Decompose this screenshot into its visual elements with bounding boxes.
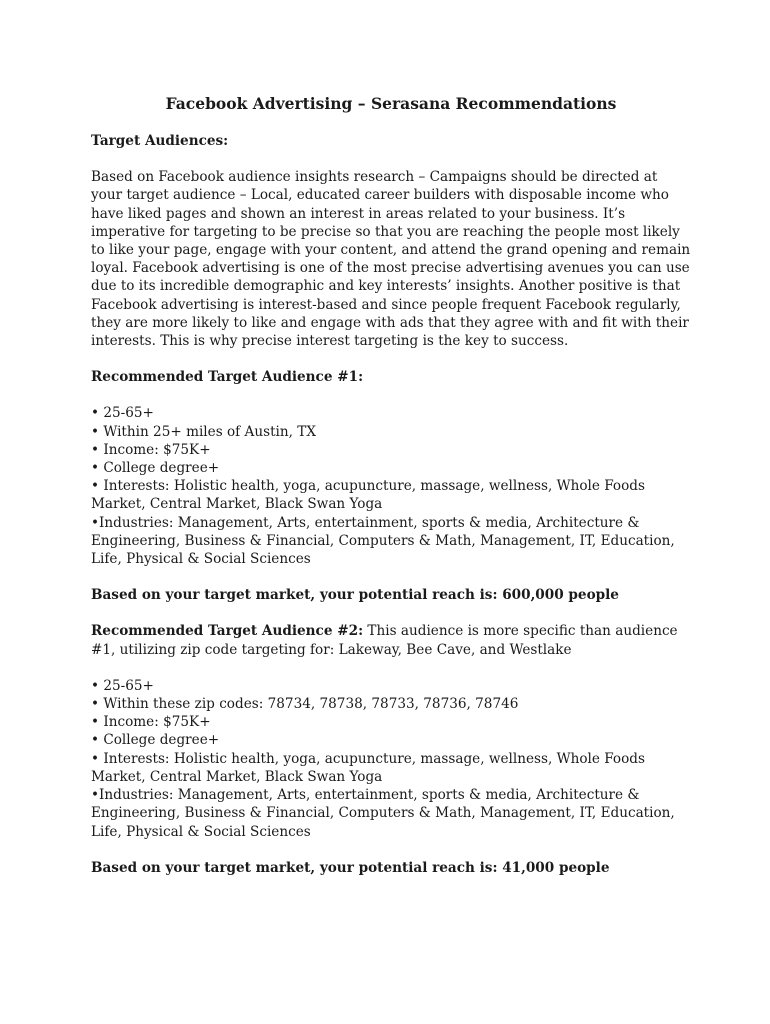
audience2-reach: Based on your target market, your potential reach is: 41,000 people (91, 859, 610, 876)
audience1-list (91, 404, 691, 568)
audience2-list (91, 677, 691, 841)
audience2-heading: Recommended Target Audience #2: (91, 623, 364, 640)
document-title: Facebook Advertising – Serasana Recommendations (165, 94, 617, 113)
list-item: • Interests: Holistic health, yoga, acupuncture, massage, wellness, Whole Foods Market, Central Market, Black Swan Yoga (91, 478, 645, 513)
audience2-intro: This audience is more specific than audience #1, utilizing zip code targeting for: Lakeway, Bee Cave, and Westlake (91, 623, 678, 658)
audience2-intro-block (91, 622, 691, 658)
list-item: • College degree+ (91, 732, 220, 749)
list-item: • College degree+ (91, 460, 220, 477)
target-audiences-body: Based on Facebook audience insights research – Campaigns should be directed at your target audience – Local, educated career builders with disposable income who have liked pages and shown an interest in areas related to your business. It’s imperative for targeting to be precise so that you are reaching the people most likely to like your page, engage with your content, and attend the grand opening and remain loyal. Facebook advertising is one of the most precise advertising avenues you can use due to its incredible demographic and key interests’ insights. Another positive is that Facebook advertising is interest-based and since people frequent Facebook regularly, they are more likely to like and engage with ads that they agree with and fit with their interests. This is why precise interest targeting is the key to success. (91, 169, 691, 350)
target-audiences-heading: Target Audiences: (91, 133, 229, 149)
list-item: • Income: $75K+ (91, 441, 211, 458)
list-item: •Industries: Management, Arts, entertainment, sports & media, Architecture & Engineering, Business & Financial, Computers & Math, Management, IT, Education, Life, Physical & Social Sciences (91, 514, 675, 568)
list-item: • 25-65+ (91, 405, 154, 422)
list-item: • Income: $75K+ (91, 714, 211, 731)
list-item: • Within 25+ miles of Austin, TX (91, 423, 317, 440)
list-item: •Industries: Management, Arts, entertainment, sports & media, Architecture & Engineering, Business & Financial, Computers & Math, Management, IT, Education, Life, Physical & Social Sciences (91, 787, 675, 840)
audience1-reach: Based on your target market, your potential reach is: 600,000 people (91, 587, 619, 604)
list-item: • Interests: Holistic health, yoga, acupuncture, massage, wellness, Whole Foods Market, Central Market, Black Swan Yoga (91, 750, 645, 785)
list-item: • Within these zip codes: 78734, 78738, 78733, 78736, 78746 (91, 696, 519, 713)
document-page (91, 94, 691, 895)
audience1-heading: Recommended Target Audience #1: (91, 369, 364, 386)
list-item: • 25-65+ (91, 677, 154, 694)
